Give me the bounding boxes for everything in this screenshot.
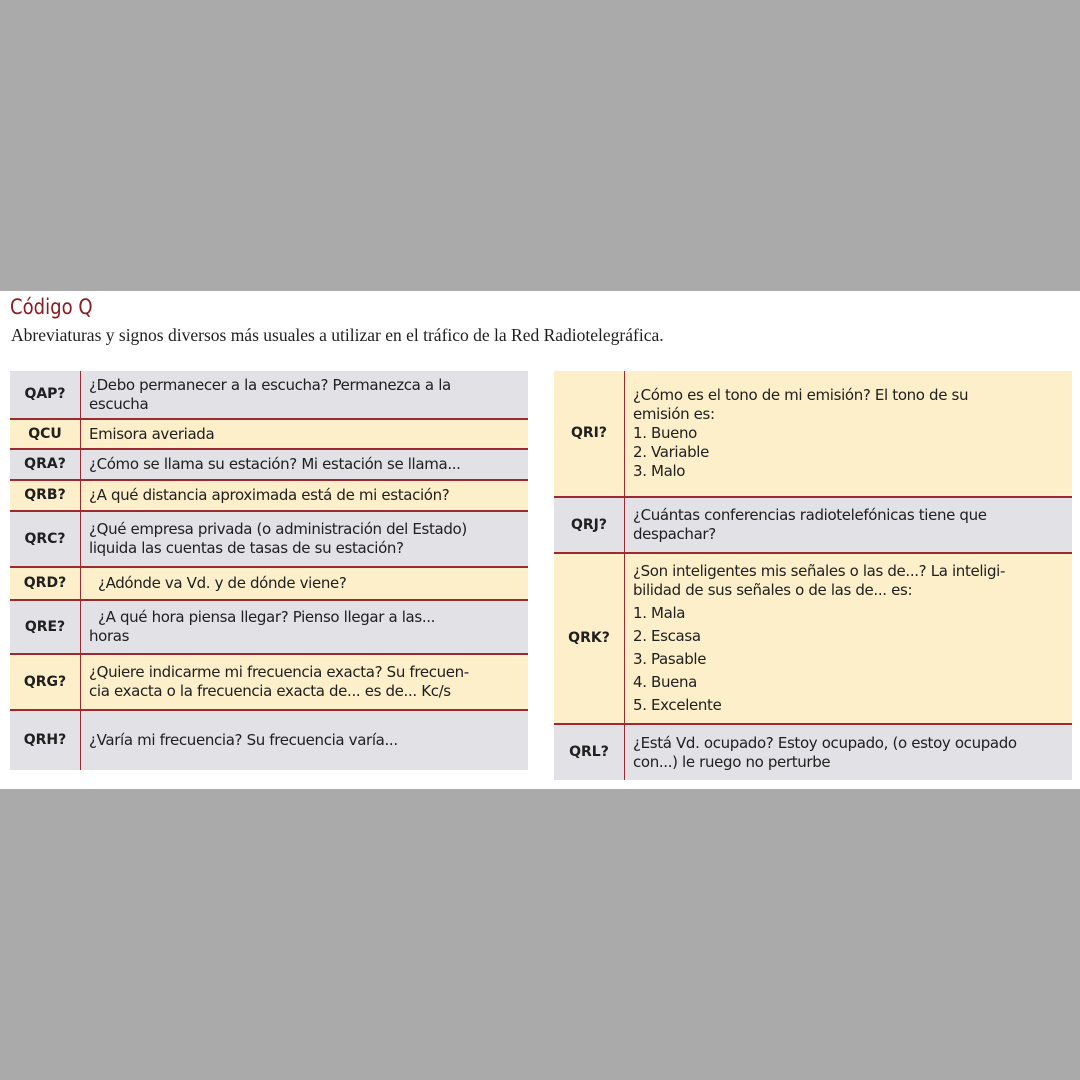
document-title: Código Q — [10, 295, 93, 319]
table-row — [10, 449, 528, 480]
q-code: QRA? — [10, 449, 81, 480]
q-code: QRC? — [10, 511, 81, 567]
q-code: QAP? — [10, 371, 81, 419]
q-code-meaning: ¿Quiere indicarme mi frecuencia exacta? Su frecuen- cia exacta o la frecuencia exacta de... es de... Kc/s — [81, 654, 529, 710]
q-code-table-left — [10, 371, 528, 770]
q-code: QRH? — [10, 710, 81, 770]
table-row — [10, 654, 528, 710]
table-row — [10, 600, 528, 654]
q-code-meaning: ¿Cómo es el tono de mi emisión? El tono de su emisión es: 1. Bueno 2. Variable 3. Malo — [625, 371, 1073, 497]
q-code: QRI? — [554, 371, 625, 497]
q-code-meaning: ¿Adónde va Vd. y de dónde viene? — [81, 567, 529, 600]
q-code-meaning: ¿A qué distancia aproximada está de mi estación? — [81, 480, 529, 511]
q-code: QRG? — [10, 654, 81, 710]
q-code: QRE? — [10, 600, 81, 654]
q-code-meaning: ¿Qué empresa privada (o administración del Estado) liquida las cuentas de tasas de su estación? — [81, 511, 529, 567]
q-code: QRB? — [10, 480, 81, 511]
q-code-table-right — [554, 371, 1072, 780]
table-row — [10, 567, 528, 600]
q-code: QCU — [10, 419, 81, 449]
q-code: QRL? — [554, 724, 625, 780]
q-code-meaning: Emisora averiada — [81, 419, 529, 449]
q-code: QRK? — [554, 553, 625, 724]
table-row — [554, 724, 1072, 780]
q-code: QRD? — [10, 567, 81, 600]
table-row — [10, 371, 528, 419]
q-code-meaning: ¿Está Vd. ocupado? Estoy ocupado, (o estoy ocupado con...) le ruego no perturbe — [625, 724, 1073, 780]
table-row — [554, 371, 1072, 497]
q-code-meaning: ¿Cuántas conferencias radiotelefónicas tiene que despachar? — [625, 497, 1073, 553]
q-code-meaning: ¿Debo permanecer a la escucha? Permanezca a la escucha — [81, 371, 529, 419]
document-panel — [0, 291, 1080, 789]
q-code-meaning: ¿Varía mi frecuencia? Su frecuencia varía... — [81, 710, 529, 770]
table-row — [554, 497, 1072, 553]
table-row — [10, 511, 528, 567]
table-row — [554, 553, 1072, 724]
table-row — [10, 419, 528, 449]
q-code-meaning: ¿Cómo se llama su estación? Mi estación se llama... — [81, 449, 529, 480]
q-code: QRJ? — [554, 497, 625, 553]
table-row — [10, 480, 528, 511]
table-row — [10, 710, 528, 770]
q-code-meaning: ¿A qué hora piensa llegar? Pienso llegar a las... horas — [81, 600, 529, 654]
q-code-meaning: ¿Son inteligentes mis señales o las de...? La inteligi- bilidad de sus señales o de las de... es: 1. Mala 2. Escasa 3. Pasable 4. Buena 5. Excelente — [625, 553, 1073, 724]
document-subtitle: Abreviaturas y signos diversos más usuales a utilizar en el tráfico de la Red Radiotelegráfica. — [11, 325, 664, 345]
